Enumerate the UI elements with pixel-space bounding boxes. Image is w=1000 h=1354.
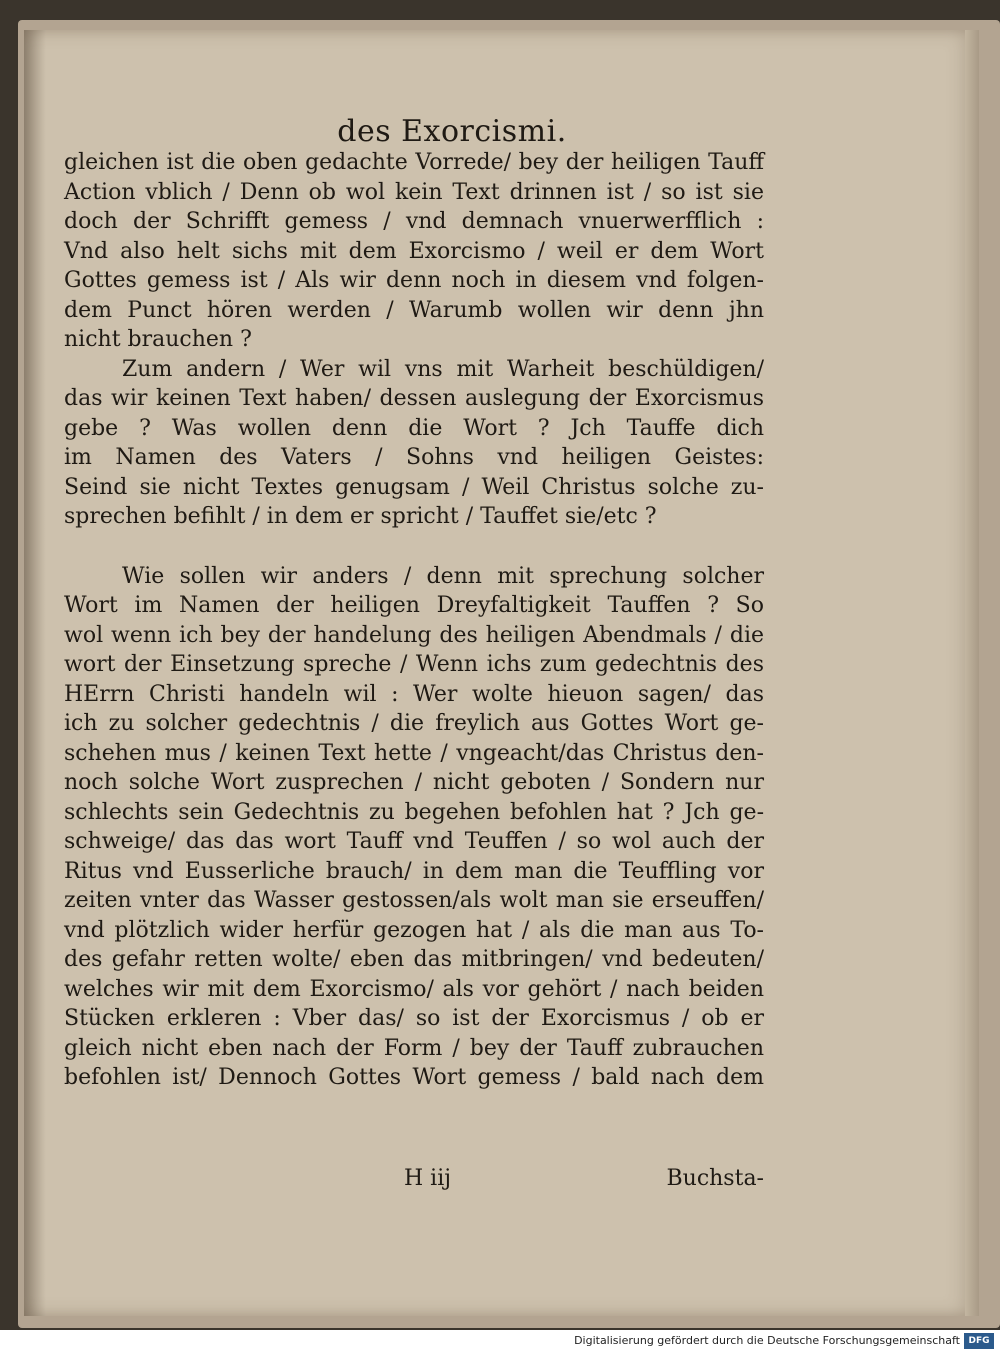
- text-line: zeiten vnter das Wasser gestossen/als wolt man sie erseuffen/: [64, 888, 764, 913]
- text-line: Seind sie nicht Textes genugsam / Weil Christus solche zu-: [64, 474, 764, 500]
- text-line: des gefahr retten wolte/ eben das mitbringen/ vnd bedeuten/: [64, 947, 764, 972]
- page-footer: [64, 1166, 764, 1198]
- text-line: doch der Schrifft gemess / vnd demnach vnuerwerfflich :: [64, 209, 764, 234]
- text-line: Vnd also helt sichs mit dem Exorcismo / weil er dem Wort: [64, 238, 764, 264]
- text-line: schlechts sein Gedechtnis zu begehen befohlen hat ? Jch ge-: [64, 799, 764, 825]
- text-line: gleich nicht eben nach der Form / bey der Tauff zubrauchen: [64, 1035, 764, 1061]
- catchword: Buchsta-: [666, 1166, 764, 1191]
- text-line: ich zu solcher gedechtnis / die freylich aus Gottes Wort ge-: [64, 711, 764, 736]
- text-line: Gottes gemess ist / Als wir denn noch in diesem vnd folgen-: [64, 268, 764, 293]
- text-line: dem Punct hören werden / Warumb wollen wir denn jhn: [64, 297, 764, 323]
- body-text: [64, 148, 764, 1093]
- footer-bar: [0, 1330, 1000, 1354]
- text-line: wort der Einsetzung spreche / Wenn ichs zum gedechtnis des: [64, 652, 764, 677]
- text-line: Ritus vnd Eusserliche brauch/ in dem man die Teuffling vor: [64, 858, 764, 884]
- text-line: nicht brauchen ?: [64, 327, 252, 352]
- page-edge: [965, 30, 979, 1316]
- text-line: Zum andern / Wer wil vns mit Warheit beschüldigen/: [122, 356, 764, 382]
- text-line: vnd plötzlich wider herfür gezogen hat / als die man aus To-: [64, 917, 764, 943]
- funding-credit: Digitalisierung gefördert durch die Deutsche Forschungsgemeinschaft: [574, 1334, 960, 1347]
- text-line: HErrn Christi handeln wil : Wer wolte hieuon sagen/ das: [64, 681, 764, 707]
- text-line: gebe ? Was wollen denn die Wort ? Jch Tauffe dich: [64, 415, 764, 441]
- text-line: schweige/ das das wort Tauff vnd Teuffen / so wol auch der: [64, 829, 764, 854]
- text-line: [64, 532, 764, 562]
- text-line: sprechen befihlt / in dem er spricht / Tauffet sie/etc ?: [64, 504, 657, 529]
- text-line: Wie sollen wir anders / denn mit sprechung solcher: [122, 563, 764, 589]
- text-line: schehen mus / keinen Text hette / vngeacht/das Christus den-: [64, 740, 764, 766]
- text-line: das wir keinen Text haben/ dessen auslegung der Exorcismus: [64, 386, 764, 411]
- text-line: Stücken erkleren : Vber das/ so ist der Exorcismus / ob er: [64, 1006, 764, 1031]
- text-line: Action vblich / Denn ob wol kein Text drinnen ist / so ist sie: [64, 179, 764, 205]
- text-line: noch solche Wort zusprechen / nicht geboten / Sondern nur: [64, 770, 764, 795]
- text-line: befohlen ist/ Dennoch Gottes Wort gemess / bald nach dem: [64, 1065, 764, 1090]
- dfg-logo: DFG: [964, 1333, 994, 1349]
- text-line: im Namen des Vaters / Sohns vnd heiligen Geistes:: [64, 445, 764, 470]
- text-line: wol wenn ich bey der handelung des heiligen Abendmals / die: [64, 622, 764, 648]
- signature-mark: H iij: [404, 1166, 452, 1191]
- text-line: gleichen ist die oben gedachte Vorrede/ bey der heiligen Tauff: [64, 150, 764, 175]
- running-head: des Exorcismi.: [337, 114, 567, 149]
- text-line: welches wir mit dem Exorcismo/ als vor gehört / nach beiden: [64, 976, 764, 1002]
- spine-shadow: [24, 30, 46, 1316]
- book-page: [24, 30, 979, 1316]
- text-line: Wort im Namen der heiligen Dreyfaltigkeit Tauffen ? So: [64, 593, 764, 618]
